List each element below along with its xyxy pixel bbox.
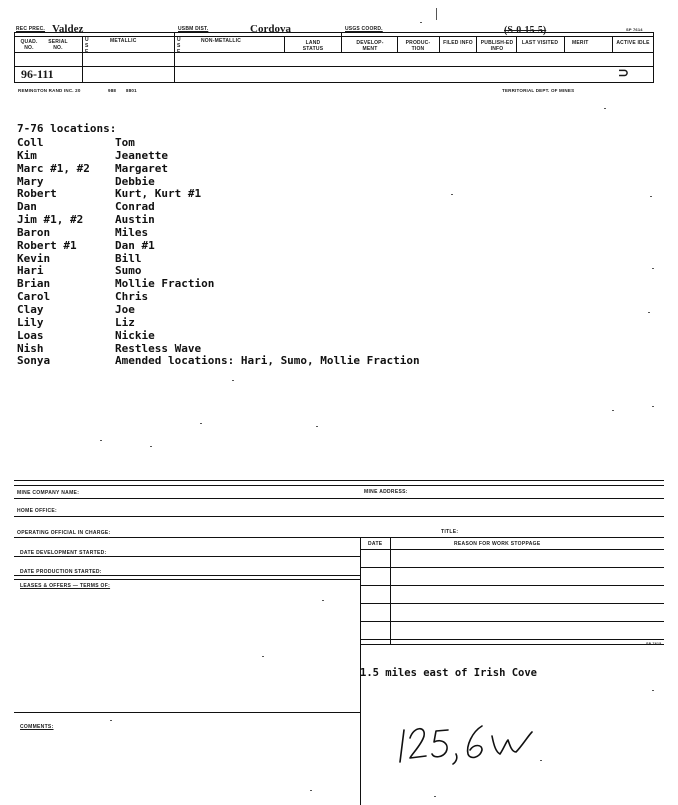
location-name-col2: Margaret: [115, 161, 168, 175]
location-note: 1.5 miles east of Irish Cove: [360, 667, 538, 679]
merit-label: MERIT: [572, 40, 589, 46]
location-name-col1: Clay: [17, 302, 44, 316]
location-row: [17, 304, 577, 317]
location-name-col2: Sumo: [115, 264, 142, 278]
location-name-col2: Chris: [115, 290, 149, 304]
location-name-col2: Conrad: [115, 200, 155, 214]
header-table: [14, 22, 654, 88]
location-row: [17, 201, 577, 214]
location-row: [17, 278, 577, 291]
location-row: [17, 176, 577, 189]
location-row: [17, 227, 577, 240]
location-row: [17, 317, 577, 330]
location-name-col2: Amended locations: Hari, Sumo, Mollie Fraction: [115, 354, 420, 368]
location-name-col1: Nish: [17, 341, 44, 355]
usbm-dist-value: Cordova: [250, 23, 291, 35]
quad-serial-value: 96-111: [21, 67, 54, 81]
date-development-label: DATE DEVELOPMENT STARTED:: [20, 550, 107, 556]
form-code-bottom: SP 7615: [646, 642, 662, 646]
location-name-col2: Austin: [115, 213, 155, 227]
location-name-col1: Dan: [17, 200, 37, 214]
location-name-col1: Mary: [17, 174, 44, 188]
location-name-col1: Jim #1, #2: [17, 213, 84, 227]
location-row: [17, 137, 577, 150]
title-label: TITLE:: [441, 529, 459, 535]
last-visited-label: LAST VISITED: [521, 40, 559, 46]
use-nonmetallic-label: U S E: [177, 37, 181, 55]
location-name-col1: Robert #1: [17, 238, 77, 252]
reason-column-label: REASON FOR WORK STOPPAGE: [454, 541, 541, 547]
location-name-col2: Kurt, Kurt #1: [115, 187, 202, 201]
date-production-label: DATE PRODUCTION STARTED:: [20, 569, 102, 575]
location-name-col1: Baron: [17, 225, 51, 239]
location-name-col2: Miles: [115, 225, 149, 239]
location-row: [17, 330, 577, 343]
mine-company-name-label: MINE COMPANY NAME:: [17, 490, 80, 496]
location-name-col2: Liz: [115, 315, 135, 329]
usgs-coord-label: USGS COORD.: [345, 26, 383, 32]
mine-address-label: MINE ADDRESS:: [364, 489, 408, 495]
location-row: [17, 253, 577, 266]
location-name-col2: Tom: [115, 136, 135, 149]
filed-info-label: FILED INFO: [443, 40, 473, 46]
location-name-col1: Loas: [17, 328, 44, 342]
leases-label: LEASES & OFFERS — TERMS OF:: [20, 583, 111, 589]
location-name-col2: Jeanette: [115, 148, 168, 162]
location-name-col1: Kim: [17, 148, 37, 162]
location-name-col1: Hari: [17, 264, 44, 278]
location-name-col2: Restless Wave: [115, 341, 202, 355]
comments-label: COMMENTS:: [20, 724, 54, 730]
mine-info-form: [14, 480, 664, 805]
location-name-col2: Debbie: [115, 174, 155, 188]
printer-code-1: 988: [108, 88, 117, 93]
agency-imprint: TERRITORIAL DEPT. OF MINES: [502, 88, 575, 93]
location-name-col1: Kevin: [17, 251, 51, 265]
location-name-col1: Robert: [17, 187, 57, 201]
form-code-top: SP 7614: [626, 27, 643, 32]
location-name-col2: Dan #1: [115, 238, 155, 252]
active-idle-mark: ⊃: [618, 65, 629, 80]
printer-imprint: REMINGTON RAND INC. 20: [18, 88, 81, 93]
location-row: [17, 355, 577, 368]
quad-no-label: QUAD. NO.: [20, 39, 38, 51]
location-name-col1: Sonya: [17, 354, 51, 368]
date-column-label: DATE: [368, 541, 383, 547]
published-info-label: PUBLISH-ED INFO: [480, 40, 514, 52]
active-idle-label: ACTIVE IDLE: [616, 40, 650, 46]
location-name-col2: Joe: [115, 302, 135, 316]
location-row: [17, 163, 577, 176]
location-name-col2: Mollie Fraction: [115, 277, 215, 291]
development-label: DEVELOP-MENT: [356, 40, 384, 52]
locations-heading: 7-76 locations:: [17, 122, 117, 135]
home-office-label: HOME OFFICE:: [17, 508, 57, 514]
handwritten-number: [396, 718, 556, 768]
location-name-col2: Bill: [115, 251, 142, 265]
location-row: [17, 214, 577, 227]
production-label: PRODUC-TION: [405, 40, 431, 52]
nonmetallic-label: NON-METALLIC: [201, 38, 242, 44]
rec-prec-value: Valdez: [52, 23, 84, 35]
location-name-col1: Carol: [17, 290, 51, 304]
location-row: [17, 265, 577, 278]
operating-official-label: OPERATING OFFICIAL IN CHARGE:: [17, 530, 111, 536]
location-row: [17, 188, 577, 201]
location-name-col1: Coll: [17, 136, 44, 149]
metallic-label: METALLIC: [110, 38, 137, 44]
locations-list: [17, 137, 577, 368]
location-name-col1: Lily: [17, 315, 44, 329]
rec-prec-label: REC PREC.: [16, 26, 46, 32]
location-row: [17, 150, 577, 163]
use-metallic-label: U S E: [85, 37, 89, 55]
usbm-dist-label: USBM DIST.: [178, 26, 209, 32]
location-row: [17, 291, 577, 304]
serial-no-label: SERIAL NO.: [48, 39, 68, 51]
printer-code-2: 8801: [126, 88, 137, 93]
location-name-col1: Brian: [17, 277, 51, 291]
location-name-col2: Nickie: [115, 328, 155, 342]
land-status-label: LAND STATUS: [302, 40, 324, 52]
location-name-col1: Marc #1, #2: [17, 161, 90, 175]
location-row: [17, 240, 577, 253]
usgs-coord-value: (S-0-15-5): [504, 25, 547, 36]
